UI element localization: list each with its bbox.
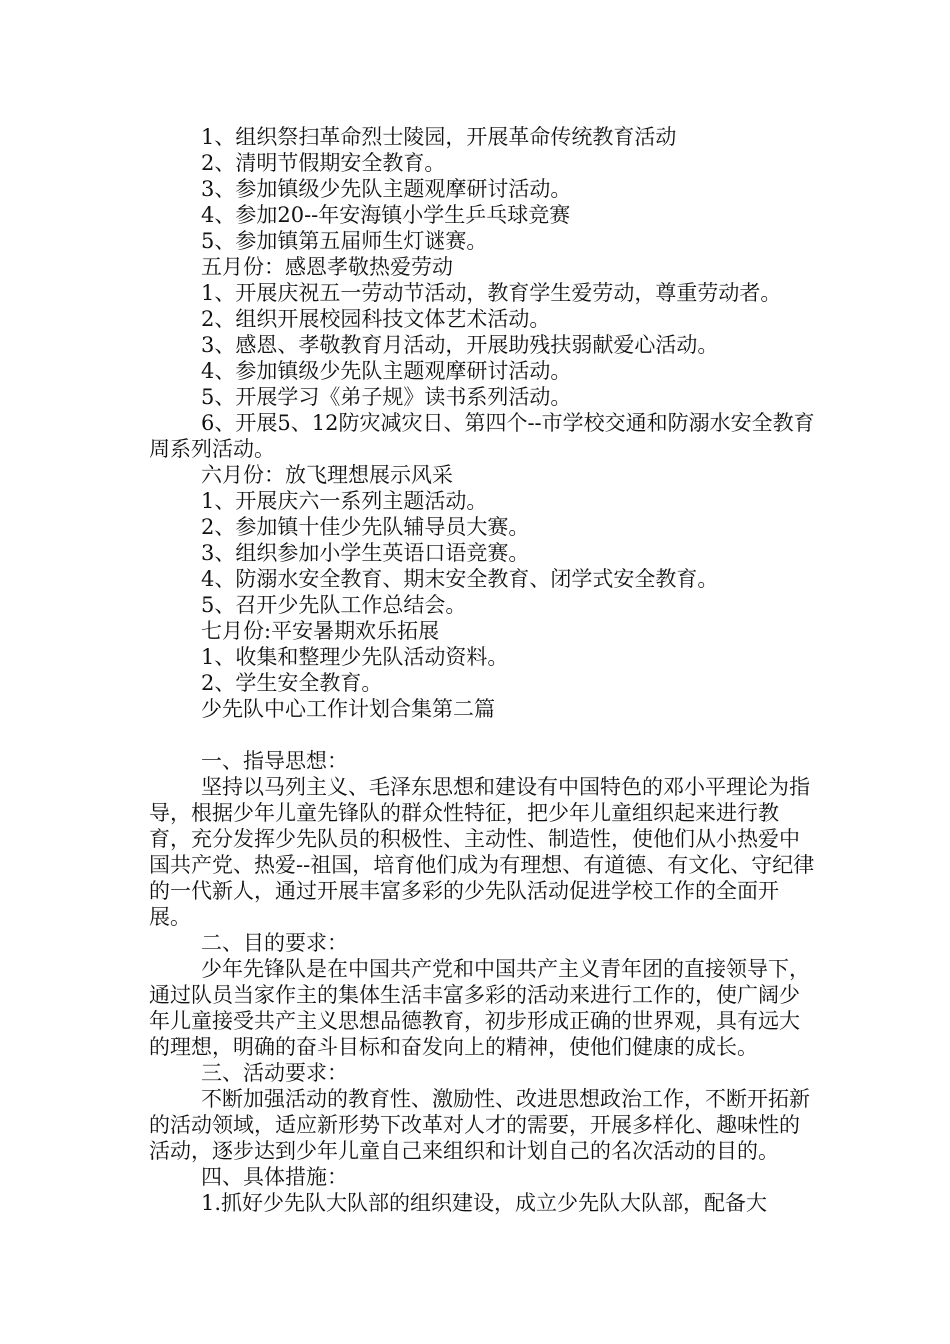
june-heading: 六月份：放飞理想展示风采 (201, 463, 453, 487)
may-item-4: 4、参加镇级少先队主题观摩研讨活动。 (201, 359, 572, 383)
june-item-4: 4、防溺水安全教育、期末安全教育、闭学式安全教育。 (201, 567, 719, 591)
june-item-5: 5、召开少先队工作总结会。 (201, 593, 467, 617)
may-item-5: 5、开展学习《弟子规》读书系列活动。 (201, 385, 572, 409)
june-item-2: 2、参加镇十佳少先队辅导员大赛。 (201, 515, 530, 539)
blank-line (149, 722, 819, 748)
april-item-3: 3、参加镇级少先队主题观摩研讨活动。 (201, 177, 572, 201)
june-item-1: 1、开展庆六一系列主题活动。 (201, 489, 488, 513)
july-heading: 七月份:平安暑期欢乐拓展 (201, 619, 440, 643)
guiding-heading: 一、指导思想： (201, 749, 348, 773)
goal-heading: 二、目的要求： (201, 931, 348, 955)
april-item-4: 4、参加20--年安海镇小学生乒乓球竞赛 (201, 203, 571, 227)
activity-heading: 三、活动要求： (201, 1061, 348, 1085)
may-heading: 五月份：感恩孝敬热爱劳动 (201, 255, 453, 279)
goal-body: 少年先锋队是在中国共产党和中国共产主义青年团的直接领导下，通过队员当家作主的集体生活丰富多彩的活动来进行工作的，使广阔少年儿童接受共产主义思想品德教育，初步形成正确的世界观，具有远大的理想，明确的奋斗目标和奋发向上的精神，使他们健康的成长。 (149, 957, 810, 1059)
measures-item-1: 1.抓好少先队大队部的组织建设，成立少先队大队部，配备大 (201, 1191, 768, 1215)
june-item-3: 3、组织参加小学生英语口语竞赛。 (201, 541, 530, 565)
activity-body: 不断加强活动的教育性、激励性、改进思想政治工作，不断开拓新的活动领域，适应新形势下改革对人才的需要，开展多样化、趣味性的活动，逐步达到少年儿童自己来组织和计划自己的名次活动的目的。 (149, 1087, 810, 1163)
april-item-5: 5、参加镇第五届师生灯谜赛。 (201, 229, 488, 253)
may-item-2: 2、组织开展校园科技文体艺术活动。 (201, 307, 551, 331)
april-item-1: 1、组织祭扫革命烈士陵园，开展革命传统教育活动 (201, 125, 677, 149)
document-body (149, 124, 819, 1216)
section-two-title: 少先队中心工作计划合集第二篇 (201, 697, 495, 721)
guiding-body: 坚持以马列主义、毛泽东思想和建设有中国特色的邓小平理论为指导，根据少年儿童先锋队的群众性特征，把少年儿童组织起来进行教育，充分发挥少先队员的积极性、主动性、制造性，使他们从小热爱中国共产党、热爱--祖国，培育他们成为有理想、有道德、有文化、守纪律的一代新人，通过开展丰富多彩的少先队活动促进学校工作的全面开展。 (149, 775, 815, 929)
july-item-2: 2、学生安全教育。 (201, 671, 383, 695)
may-item-3: 3、感恩、孝敬教育月活动，开展助残扶弱献爱心活动。 (201, 333, 719, 357)
july-item-1: 1、收集和整理少先队活动资料。 (201, 645, 509, 669)
april-item-2: 2、清明节假期安全教育。 (201, 151, 446, 175)
measures-heading: 四、具体措施： (201, 1165, 348, 1189)
may-item-6: 6、开展5、12防灾减灾日、第四个--市学校交通和防溺水安全教育周系列活动。 (149, 411, 815, 461)
may-item-1: 1、开展庆祝五一劳动节活动，教育学生爱劳动，尊重劳动者。 (201, 281, 782, 305)
